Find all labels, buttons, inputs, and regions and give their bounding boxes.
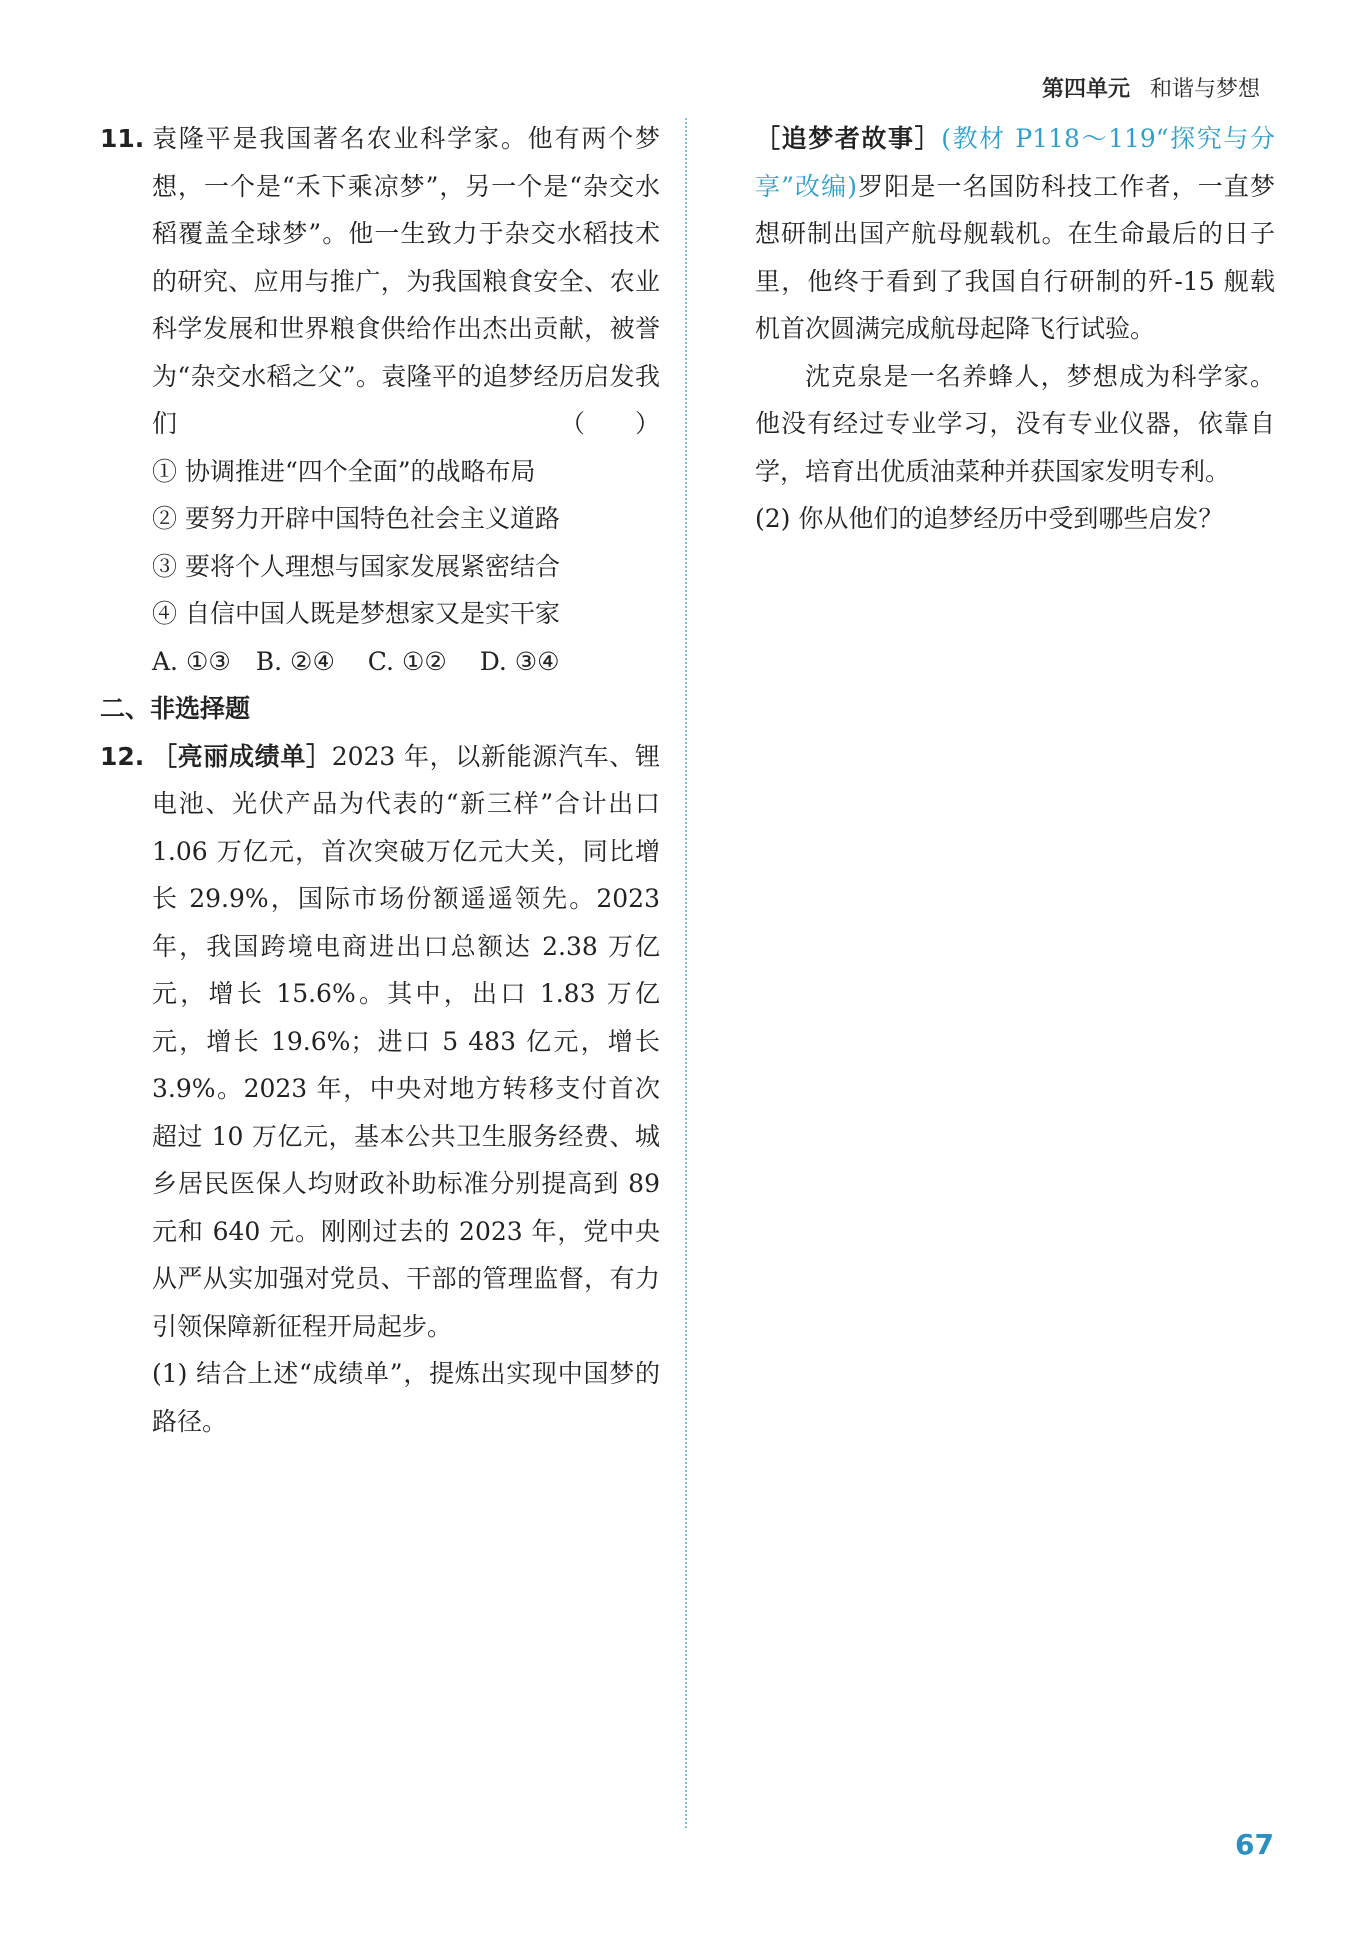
- question-number: 11.: [100, 124, 145, 153]
- column-divider: [685, 118, 687, 1828]
- story-paragraph-1: [755, 115, 1275, 353]
- option-2: ② 要努力开辟中国特色社会主义道路: [152, 504, 560, 533]
- question-11: [100, 115, 660, 448]
- story-text-1: 罗阳是一名国防科技工作者，一直梦想研制出国产航母舰载机。在生命最后的日子里，他终于看到了我国自行研制的歼-15 舰载机首次圆满完成航母起降飞行试验。: [755, 171, 1275, 343]
- sub-question-2: (2) 你从他们的追梦经历中受到哪些启发？: [755, 504, 1224, 533]
- page-number: 67: [1235, 1828, 1274, 1861]
- question-material: [152, 733, 660, 1351]
- question-stem: [152, 115, 660, 448]
- section-title: 二、非选择题: [100, 694, 251, 723]
- question-number: 12.: [100, 741, 145, 771]
- option-3: ③ 要将个人理想与国家发展紧密结合: [152, 551, 560, 581]
- material-text: 2023 年，以新能源汽车、锂电池、光伏产品为代表的“新三样”合计出口 1.06 万亿元，首次突破万亿元大关，同比增长 29.9%，国际市场份额遥遥领先。2023 年，我国跨境电商进出口总额达 2.38 万亿元，增长 15.6%。其中，出口 1.83 万亿元，增长 19.6%；进口 5 483 亿元，增长 3.9%。2023 年，中央对地方转移支付首次超过 10 万亿元，基本公共卫生服务经费、城乡居民医保人均财政补助标准分别提高到 89 元和 640 元。刚刚过去的 2023 年，党中央从严从实加强对党员、干部的管理监督，有力引领保障新征程开局起步。: [152, 741, 660, 1341]
- answer-choices: A. ①③ B. ②④ C. ①② D. ③④: [152, 646, 560, 676]
- sub-question-1: (1) 结合上述“成绩单”，提炼出实现中国梦的路径。: [152, 1359, 660, 1436]
- option-4: ④ 自信中国人既是梦想家又是实干家: [152, 599, 560, 628]
- left-column: [100, 115, 660, 1445]
- answer-bracket: （ ）: [559, 409, 660, 438]
- story-paragraph-2: 沈克泉是一名养蜂人，梦想成为科学家。他没有经过专业学习，没有专业仪器，依靠自学，培育出优质油菜种并获国家发明专利。: [755, 361, 1275, 486]
- material-tag: ［亮丽成绩单］: [152, 741, 332, 771]
- option-1: ① 协调推进“四个全面”的战略布局: [152, 456, 536, 486]
- running-header: [1042, 72, 1260, 103]
- story-tag: ［追梦者故事］: [755, 124, 942, 153]
- question-12: [100, 733, 660, 1351]
- question-stem-text: 袁隆平是我国著名农业科学家。他有两个梦想，一个是“禾下乘凉梦”，另一个是“杂交水稻覆盖全球梦”。他一生致力于杂交水稻技术的研究、应用与推广，为我国粮食安全、农业科学发展和世界粮食供给作出杰出贡献，被誉为“杂交水稻之父”。袁隆平的追梦经历启发我们: [152, 124, 660, 438]
- right-column: [755, 115, 1275, 543]
- story-source: (教材 P118～119“探究与分享”改编): [755, 124, 1275, 201]
- header-title: 和谐与梦想: [1149, 77, 1260, 102]
- header-unit: 第四单元: [1041, 77, 1130, 102]
